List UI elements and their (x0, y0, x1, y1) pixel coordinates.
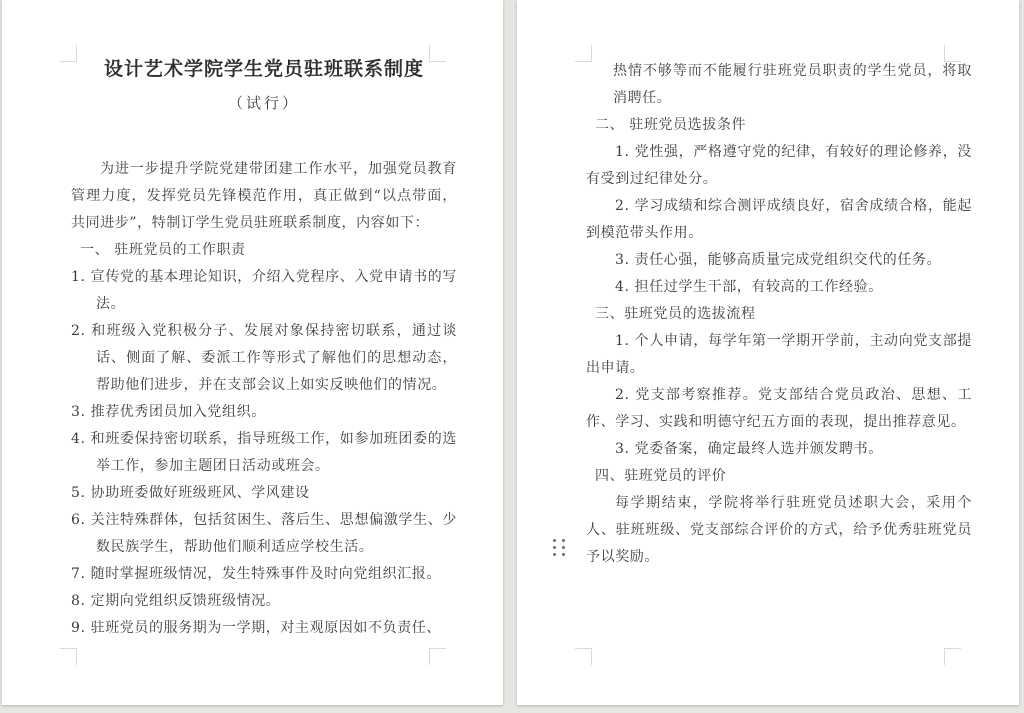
doc-paragraph[interactable]: 一、 驻班党员的工作职责 (80, 242, 246, 258)
page-2-text-area (586, 58, 972, 571)
doc-paragraph[interactable]: 四、驻班党员的评价 (595, 468, 727, 484)
doc-paragraph[interactable]: 2. 学习成绩和综合测评成绩良好，宿舍成绩合格，能起到模范带头作用。 (586, 198, 972, 241)
doc-paragraph[interactable]: 1. 个人申请，每学年第一学期开学前，主动向党支部提出申请。 (586, 333, 972, 376)
doc-paragraph[interactable]: 4. 和班委保持密切联系，指导班级工作，如参加班团委的选举工作，参加主题团日活动或班会。 (71, 431, 457, 474)
doc-paragraph[interactable]: 9. 驻班党员的服务期为一学期，对主观原因如不负责任、 (71, 620, 442, 636)
doc-paragraph[interactable]: 1. 党性强，严格遵守党的纪律，有较好的理论修养，没有受到过纪律处分。 (586, 144, 972, 187)
doc-paragraph[interactable]: 8. 定期向党组织反馈班级情况。 (71, 593, 281, 609)
doc-paragraph[interactable]: 3. 党委备案，确定最终人选并颁发聘书。 (615, 441, 883, 457)
page-1-text-area (71, 52, 457, 642)
doc-paragraph[interactable]: 1. 宣传党的基本理论知识，介绍入党程序、入党申请书的写法。 (71, 269, 457, 312)
paragraph-drag-handle-icon[interactable] (553, 539, 565, 556)
doc-paragraph[interactable]: 3. 责任心强，能够高质量完成党组织交代的任务。 (615, 252, 942, 268)
doc-paragraph[interactable]: 为进一步提升学院党建带团建工作水平，加强党员教育管理力度，发挥党员先锋模范作用，真正做到“以点带面，共同进步”，特制订学生党员驻班联系制度，内容如下： (71, 161, 457, 231)
doc-paragraph[interactable]: 3. 推荐优秀团员加入党组织。 (71, 404, 266, 420)
margin-mark-bottom-right-icon (944, 648, 961, 665)
doc-paragraph[interactable]: 2. 和班级入党积极分子、发展对象保持密切联系，通过谈话、侧面了解、委派工作等形式了解他们的思想动态，帮助他们进步，并在支部会议上如实反映他们的情况。 (71, 323, 457, 393)
doc-paragraph[interactable]: 4. 担任过学生干部，有较高的工作经验。 (615, 279, 883, 295)
doc-paragraph[interactable]: 每学期结束，学院将举行驻班党员述职大会，采用个人、驻班班级、党支部综合评价的方式，给予优秀驻班党员予以奖励。 (586, 495, 972, 565)
doc-paragraph[interactable]: 5. 协助班委做好班级班风、学风建设 (71, 485, 310, 501)
doc-paragraph[interactable]: 6. 关注特殊群体，包括贫困生、落后生、思想偏激学生、少数民族学生，帮助他们顺利适应学校生活。 (71, 512, 457, 555)
margin-mark-bottom-right-icon (429, 648, 446, 665)
document-page-2 (517, 0, 1019, 705)
doc-paragraph[interactable]: 热情不够等而不能履行驻班党员职责的学生党员，将取消聘任。 (613, 63, 972, 106)
document-subtitle[interactable]: （试行） (227, 94, 300, 112)
document-title[interactable]: 设计艺术学院学生党员驻班联系制度 (103, 58, 424, 80)
margin-mark-bottom-left-icon (575, 648, 592, 665)
page-1-body (71, 156, 457, 642)
margin-mark-bottom-left-icon (60, 648, 77, 665)
page-2-body (586, 58, 972, 571)
doc-paragraph[interactable]: 二、 驻班党员选拔条件 (595, 117, 747, 133)
document-page-1 (2, 0, 503, 705)
doc-paragraph[interactable]: 2. 党支部考察推荐。党支部结合党员政治、思想、工作、学习、实践和明德守纪五方面的表现，提出推荐意见。 (586, 387, 972, 430)
doc-paragraph[interactable]: 7. 随时掌握班级情况，发生特殊事件及时向党组织汇报。 (71, 566, 442, 582)
doc-paragraph[interactable]: 三、驻班党员的选拔流程 (595, 306, 756, 322)
